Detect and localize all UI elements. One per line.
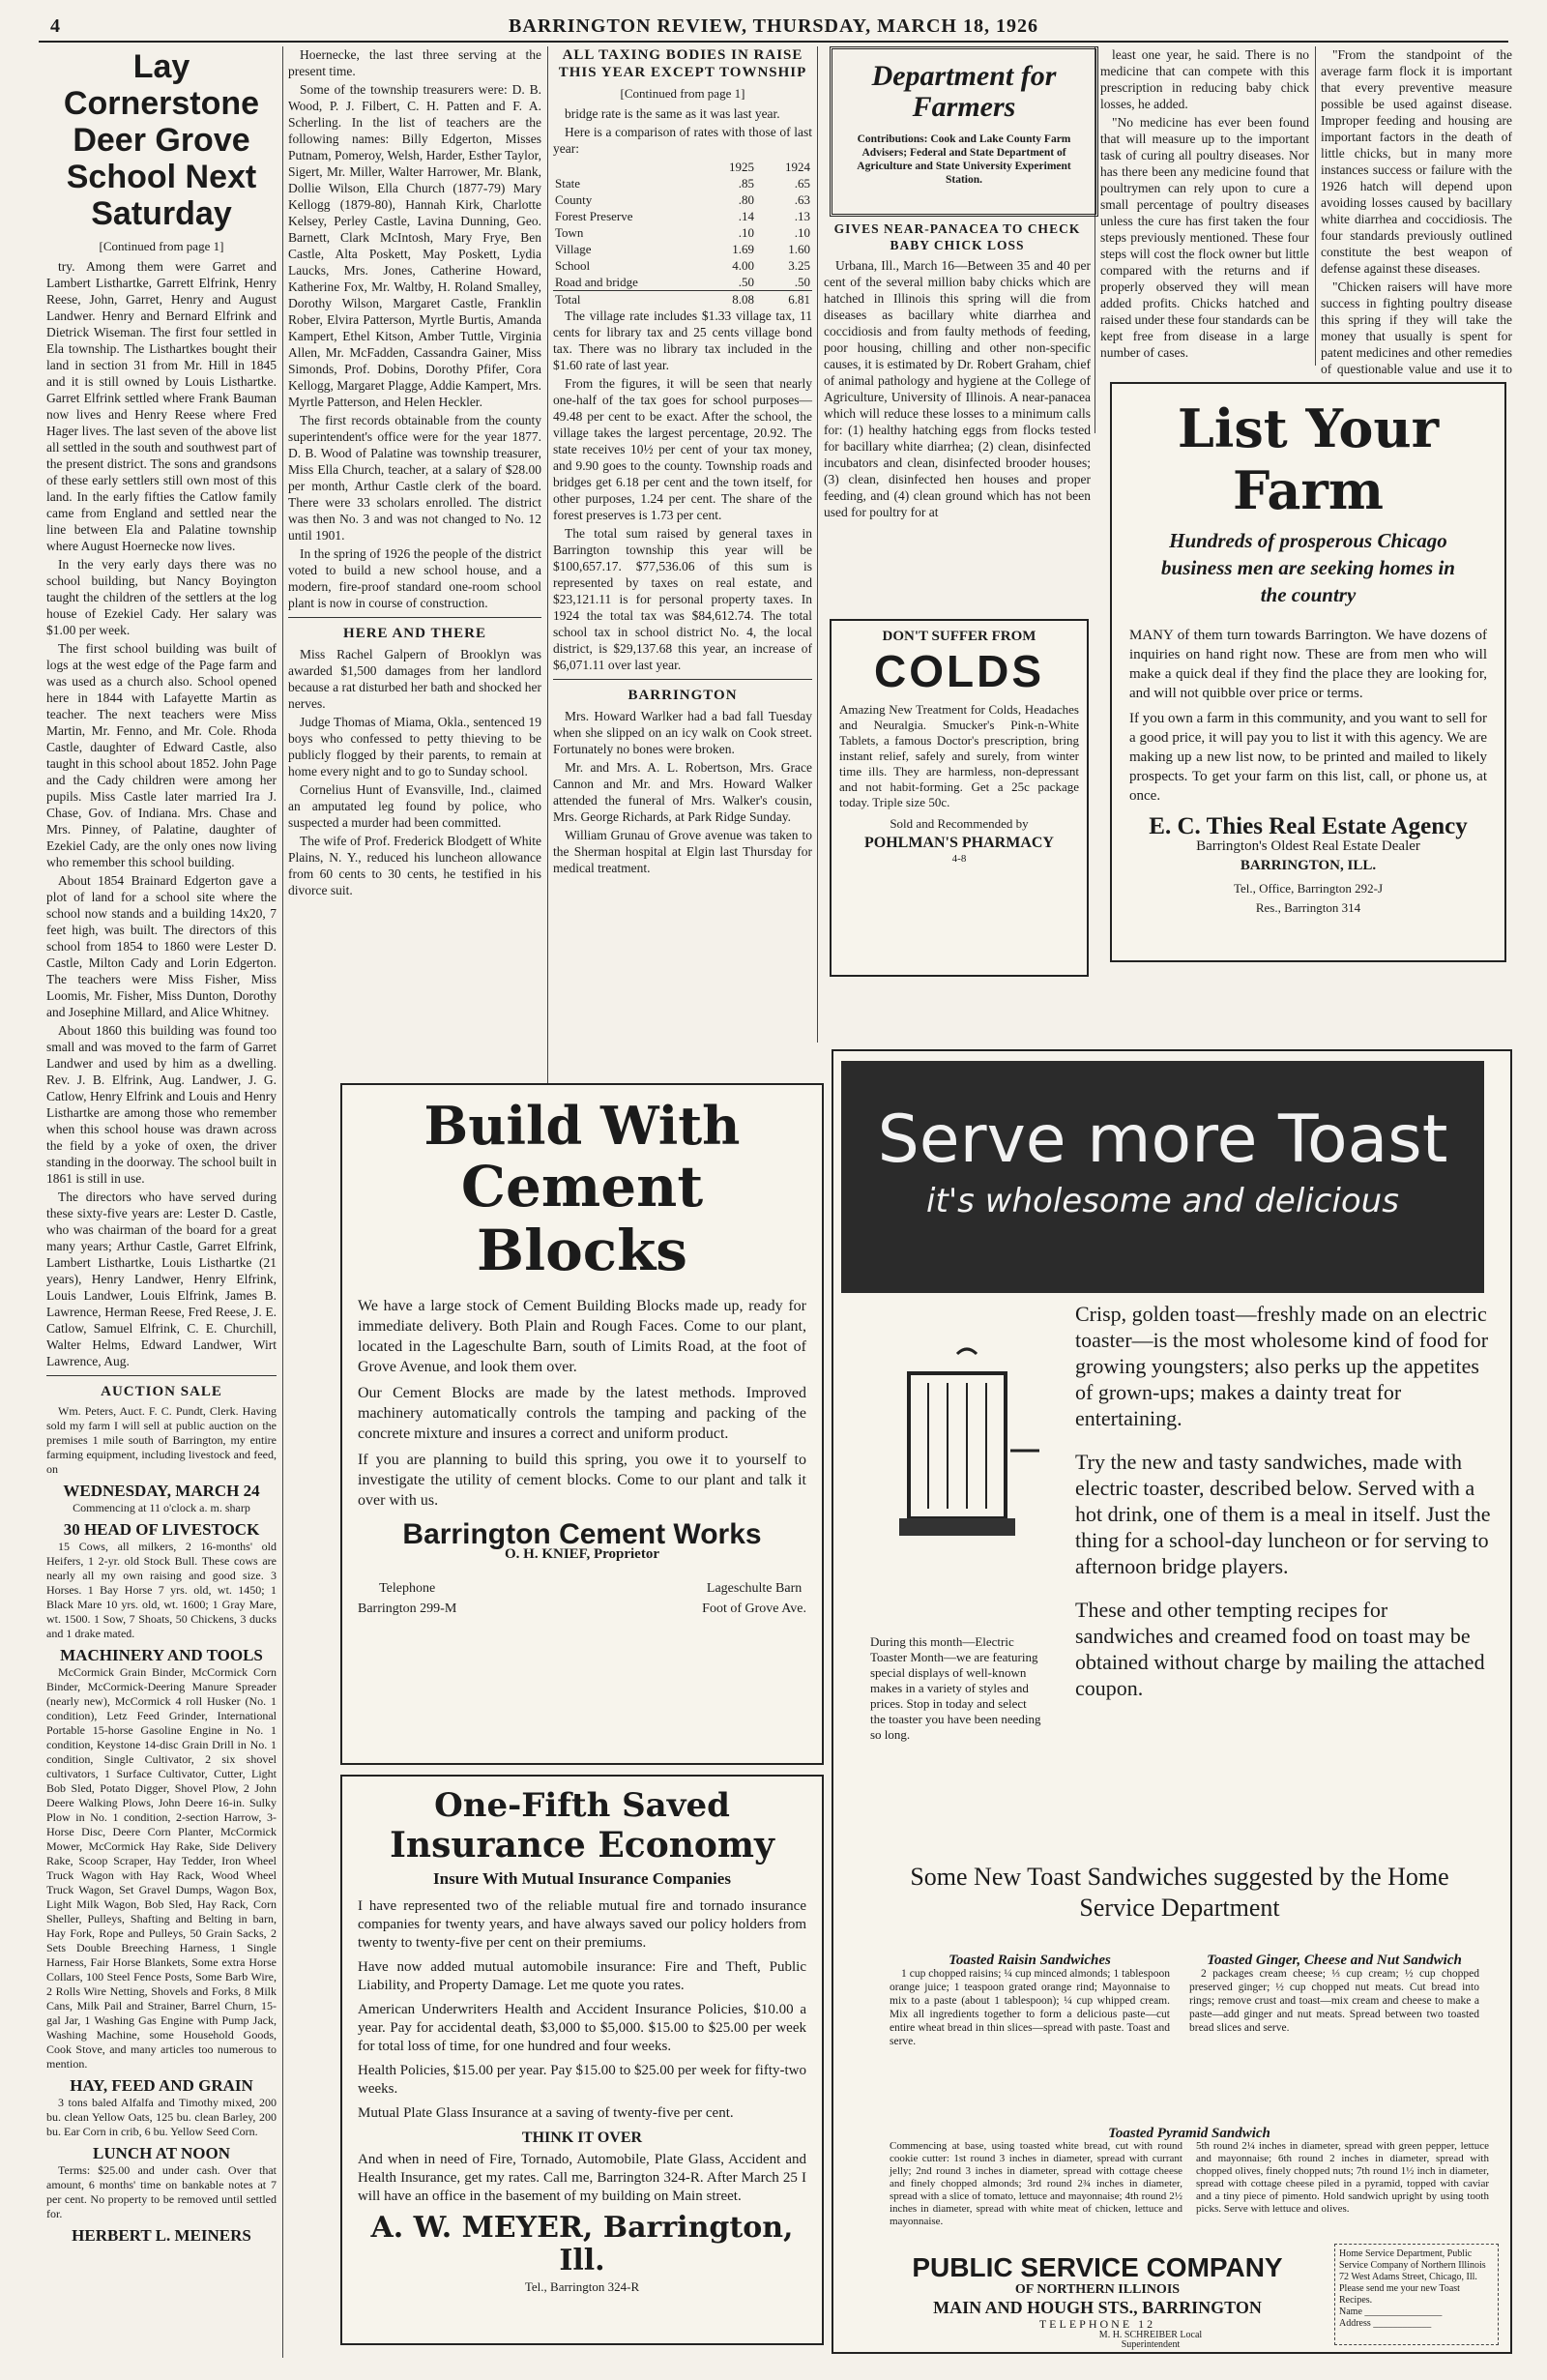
toast-paragraph: These and other tempting recipes for sandwiches and creamed food on toast may be obtained without charge by mailing the attached coupon. [1075,1598,1485,1700]
article-paragraph: Here is a comparison of rates with those of last year: [553,125,812,156]
headline-cornerstone: Lay Cornerstone Deer Grove School Next Saturday [63,48,260,232]
recipe-text: 2 packages cream cheese; ⅓ cup cream; ½ cup chopped preserved ginger; ½ cup chopped nut meats. Cut bread into rings; remove crust and toast—mix cream and cheese to make a paste—add ginger and nut meats. Spread between two toasted bread slices and serve. [1189,1968,1479,2034]
manager-title: Local Superintendent [1121,2330,1203,2350]
recipe-raisin [890,1954,1170,2128]
column-rule [817,46,818,1043]
value-1924: .63 [794,192,810,207]
coupon-address-field[interactable]: Address ____________ [1339,2318,1432,2329]
coupon-recipient: Home Service Department, Public Service Company of Northern Illinois [1339,2248,1486,2271]
table-row [553,224,812,241]
public-service-of: OF NORTHERN ILLINOIS [1014,2282,1181,2297]
value-1925: .10 [738,225,754,240]
column-4 [824,220,1091,607]
article-paragraph: About 1860 this building was found too small and was moved to the farm of Garret Landwer and used by him as a dwelling. Rev. J. B. Elfrink, Aug. Landwer, J. G. Catlow, Henry Elfrink and Louis and Henry Listhartke are among those who remember when this school house was drawn across the field by a yoke of oxen, the driver standing in the doorway. The school built in 1861 is still in use. [46,1023,277,1186]
divider [46,1375,277,1376]
article-paragraph: least one year, he said. There is no medicine that can compete with this prescription in reducing baby chick losses, he added. [1100,47,1309,111]
article-paragraph: The total sum raised by general taxes in Barrington township this year will be $100,657.17. $77,536.06 of this sum is represented by taxes on real estate, and $23,121.11 is for personal property taxes. In 1924 the total tax was $84,612.74. The total school tax in school district No. 4, the local district, is $29,137.68 this year, an increase of $6,071.11 over last year. [553,526,812,672]
toast-paragraph: Try the new and tasty sandwiches, made with electric toaster, described below. Served with a hot drink, one of them is a meal in itself. Just the thing for a school-day luncheon or for serving to afternoon bridge players. [1075,1450,1491,1578]
article-paragraph: Urbana, Ill., March 16—Between 35 and 40 per cent of the several million baby chicks which are hatched in Illinois this spring will die from diseases as bacillary white diarrhea and coccidiosis and from faulty methods of feeding, poor housing, chilling and other non-specific causes, it is estimated by Dr. Robert Graham, chief of animal pathology and hygiene at the College of Agriculture, University of Illinois. A near-panacea which will reduce these losses to a minimum calls for: (1) healthy hatching eggs from flocks tested for bacillary white diarrhea; (2) clean, disinfected incubators and clean, disinfected brooder houses; (3) clean, disinfected hen houses and proper feeding, and (4) clean ground which has not been used for poultry for at [824,258,1091,519]
insurance-paragraph: Have now added mutual automobile insurance: Fire and Theft, Public Liability, and Property Damage. Let me quote you rates. [358,1959,806,1993]
newspaper-title: BARRINGTON REVIEW, THURSDAY, MARCH 18, 1926 [509,15,1038,37]
insurance-paragraph: Mutual Plate Glass Insurance at a saving of twenty-five per cent. [358,2105,734,2121]
table-header [553,159,700,175]
continued-note: [Continued from page 1] [99,239,224,253]
divider [288,617,541,618]
cement-ad-paragraph: We have a large stock of Cement Building Blocks made up, ready for immediate delivery. Both Plain and Rough Faces. Come to our plant, located in the Lageschulte Barn, south of Limits Road, at the foot of Grove Avenue, and look them over. [358,1298,806,1375]
news-item: Cornelius Hunt of Evansville, Ind., claimed an amputated leg found by police, who suspected a murder had been committed. [288,782,541,830]
toast-banner-subtitle: it's wholesome and delicious [926,1182,1399,1220]
toast-banner [841,1061,1484,1293]
headline-taxing: ALL TAXING BODIES IN RAISE THIS YEAR EXCEPT TOWNSHIP [558,47,807,80]
article-paragraph: In the spring of 1926 the people of the district voted to build a new school house, and a modern, fire-proof standard one-room school plant is now in course of construction. [288,546,541,610]
article-paragraph: The first school building was built of logs at the west edge of the Page farm and was used as a church also. School opened here in 1844 with Lafayette Martin as teacher. The next teachers were Miss Martin, Mr. Fenno, and Mr. Cole. Rhoda Castle, daughter of Edward Castle, also taught in this school about 1852. John Page and the Cady children were among her pupils. Miss Castle later married Ira J. Chase, Gov. of Indiana. Mrs. Chase and Mrs. Pinney, of Palatine, daughter of Ezekiel Cady, are the only ones now living who remember this school building. [46,641,277,869]
article-paragraph: In the very early days there was no school building, but Nancy Boyington taught the children of the settlers at the log house of Ezekiel Cady. Her salary was $1.00 per week. [46,557,277,637]
agency-name: E. C. Thies Real Estate Agency [1149,813,1468,839]
news-item: The wife of Prof. Frederick Blodgett of White Plains, N. Y., reduced his luncheon allowance from 60 cents to 30 cents, he testified in his divorce suit. [288,834,541,897]
column-rule [282,46,283,2358]
coupon-name-label: Name [1339,2307,1362,2317]
auction-intro: Wm. Peters, Auct. F. C. Pundt, Clerk. Having sold my farm I will sell at public auction on the premises 1 mile south of Barrington, my entire farming equipment, including livestock and feed, on [46,1404,277,1476]
recipe-title: Toasted Pyramid Sandwich [1108,2126,1270,2141]
recipe-title: Toasted Ginger, Cheese and Nut Sandwich [1207,1953,1462,1968]
public-service-telephone: TELEPHONE 12 [1038,2317,1156,2331]
chick-headline: GIVES NEAR-PANACEA TO CHECK BABY CHICK LOSS [833,221,1081,252]
news-item: Mr. and Mrs. A. L. Robertson, Mrs. Grace Cannon and Mr. and Mrs. Howard Walker attended the funeral of Mrs. Walker's cousin, Mrs. George Richards, at Park Ridge Sunday. [553,760,812,824]
insurance-paragraph: Health Policies, $15.00 per year. Pay $15.00 to $25.00 per week for fifty-two weeks. [358,2063,806,2097]
page-number: 4 [50,15,60,37]
think-it-over: THINK IT OVER [521,2130,643,2146]
colds-title: COLDS [874,646,1044,696]
value-1925: .80 [738,192,754,207]
article-paragraph: From the figures, it will be seen that nearly one-half of the tax goes for school purposes—49.48 per cent to be exact. After the school, the village takes the largest percentage, 20.92. The state receives 10½ per cent of your tax money, and 9.90 goes to the county. Township roads and bridges get 6.18 per cent and the town itself, for other purposes, 1.24 per cent. The share of the forest preserves is 1.73 per cent. [553,376,812,522]
farm-ad-title: List Your Farm [1177,397,1440,521]
insurance-title: One-Fifth Saved [434,1786,730,1825]
insurance-title-2: Insurance Economy [390,1825,774,1866]
public-service-name: PUBLIC SERVICE COMPANY [912,2252,1283,2282]
table-row [553,191,812,208]
divider [553,679,812,680]
article-paragraph: try. Among them were Garret and Lambert Listhartke, Garrett Elfrink, Henry Reese, John, Garret, Henry and August Landwer. Henry and Bernard Elfrink and Dietrick Wiseman. The first four settled in Ela township. The Listhartkes bought their land in section 31 from Mr. Hill in 1845 and it is still owned by Louis Listhartke. Garret Elfrink settled where Frank Bauman now lives and Henry Reese where Fred Hager lives. The last seven of the above list all settled in the south and southwest part of the present district. The sons and grandsons of these early settlers still own most of this land. In the early fifties the Catlow family came from England and settled near the line between Ela and Palatine township where August Hoernecke now lives. [46,259,277,553]
colds-ad [830,619,1089,977]
cement-ad-title-2: Cement Blocks [460,1154,704,1283]
terms-text: Terms: $25.00 and under cash. Over that amount, 6 months' time on bankable notes at 7 per cent. No property to be removed until settled for. [46,2163,277,2220]
ad-code: 4-8 [951,853,967,865]
article-paragraph: The first records obtainable from the county superintendent's office were for the year 1877. D. B. Wood of Palatine was township treasurer, Miss Ella Church, teacher, at a salary of $28.00 per month, Arthur Castle clerk of the board. There were 33 scholars enrolled. The district was then No. 3 and was not changed to No. 12 until 1901. [288,413,541,543]
manager-name: M. H. SCHREIBER [1098,2330,1178,2340]
value-1924: .13 [794,209,810,223]
row-label: State [555,176,580,191]
value-1925: .50 [738,275,754,289]
machinery-text: McCormick Grain Binder, McCormick Corn Binder, McCormick-Deering Manure Spreader (nearly new), McCormick 4 roll Husker (No. 1 condition), Letz Feed Grinder, International Portable 15-horse Gasoline Engine in No. 1 condition, Keystone 14-disc Grain Drill in No. 1 condition, Single Cultivator, 2 six shovel cultivators, 1 Surface Cultivator, Cutter, Light Bob Sled, Potato Digger, Shovel Plow, 2 John Deere Walking Plows, John Deere 16-in. Sulky Plow in No. 1 condition, 2-section Harrow, 3-Horse Disc, Deere Corn Planter, McCormick Mower, McCormick Hay Rake, Side Delivery Rake, Scoop Scraper, Hay Tedder, Iron Wheel Truck Wagon with Hay Rack, Wood Wheel Truck Wagon, Set Gravel Dumps, Wagon Box, Light Milk Wagon, Bob Sled, Hay Rack, Corn Sheller, Pulleys, Shafting and Belting in barn, Hay Fork, Rope and Pulleys, 50 Grain Sacks, 2 Sets Double Breeching Harness, 1 Single Harness, Fair Horse Blankets, Some extra Horse Collars, 100 Steel Fence Posts, Some Barb Wire, 2 Rolls Wire Netting, Shovels and Forks, 8 Milk Cans, Milk Pail and Strainer, Barrel Churn, 15-gal Jar, 1 Washing Gas Engine with Pump Jack, Washing Machine, some Household Goods, Cook Stove, and many articles too numerous to mention. [46,1665,277,2071]
insurance-ad [340,1775,824,2345]
news-item: Mrs. Howard Warlker had a bad fall Tuesday when she slipped on an icy walk on Cook street. Fortunately no bones were broken. [553,709,812,756]
column-rule [1315,46,1316,366]
coupon-street: 72 West Adams Street, Chicago, Ill. [1339,2272,1477,2282]
news-item: William Grunau of Grove avenue was taken to the Sherman hospital at Elgin last Thursday for medical treatment. [553,828,812,875]
here-and-there-title: HERE AND THERE [343,626,486,641]
colds-text: Amazing New Treatment for Colds, Headaches and Neuralgia. Smucker's Pink-n-White Tablets, a famous Doctor's prescription, bring instant relief, safely and surely, from winter time ills. They are harmless, non-depressant and not habit-forming. Get a 25c package today. Triple size 50c. [839,702,1079,809]
row-label: Road and bridge [555,275,638,289]
table-header: 1925 [729,160,754,174]
value-1924: .50 [794,275,810,289]
value-1925: 8.08 [732,292,754,307]
continued-note: [Continued from page 1] [620,86,745,101]
masthead [39,12,1508,43]
value-1924: 1.60 [788,242,810,256]
coupon-name-field[interactable]: Name ________________ [1339,2307,1443,2317]
value-1925: .85 [738,176,754,191]
pharmacy-name: POHLMAN'S PHARMACY [864,835,1054,851]
insurance-agent: A. W. MEYER, Barrington, Ill. [370,2211,794,2277]
electric-toaster-icon [870,1335,1044,1625]
lunch-note: LUNCH AT NOON [92,2144,230,2162]
value-1925: .14 [738,209,754,223]
article-paragraph: "From the standpoint of the average farm flock it is important that every preventive measure possible be used against disease. Improper feeding and housing are important factors in the death of little chicks, but in many more instances success or failure with the 1926 hatch will depend upon avoiding losses caused by bacillary white diarrhea and coccidiosis. The four standards previously outlined constitute the best weapon of defense against these diseases. [1321,47,1512,276]
insurance-tel: Tel., Barrington 324-R [524,2279,640,2294]
recipes-heading-box [870,1862,1489,1949]
insurance-paragraph: I have represented two of the reliable mutual fire and tornado insurance companies for twenty years, and have always saved our policy holders from twenty to twenty-five per cent on their premiums. [358,1898,806,1951]
toast-caption-box [870,1634,1044,1808]
department-subtitle: Contributions: Cook and Lake County Farm Advisers; Federal and State Department of Agriculture and State University Experiment Station. [857,133,1071,186]
cement-location-2: Foot of Grove Ave. [702,1601,806,1616]
coupon-request: Please send me your new Toast Recipes. [1339,2283,1460,2306]
farm-ad-subtitle: Hundreds of prosperous Chicago business men are seeking homes in the country [1161,529,1455,606]
recipe-pyramid [890,2128,1489,2244]
livestock-text: 15 Cows, all milkers, 2 16-months' old Heifers, 1 2-yr. old Stock Bull. These cows are nearly all my own raising and good size. 3 Horses. 1 Bay Horse 7 yrs. old, wt. 1450; 1 Black Mare 10 yrs. old, wt. 1600; 1 Gray Mare, wt. 1500. 1 Sow, 7 Shoats, 50 Chickens, 3 ducks and 1 drake mated. [46,1540,277,1640]
tax-rate-table [553,159,812,308]
value-1924: .10 [794,225,810,240]
recipe-text: 1 cup chopped raisins; ¼ cup minced almonds; 1 tablespoon orange juice; 1 teaspoon grated orange rind; Mayonnaise to mix to a paste (about 1 tablespoon); ¼ cup whipped cream. Mix all ingredients together to form a delicious paste—cut entire wheat bread in thin slices—spread with paste. Toast and serve. [890,1968,1170,2047]
recipe-ginger [1189,1954,1479,2128]
insurance-paragraph: American Underwriters Health and Accident Insurance Policies, $10.00 a year. Pay for accidental death, $3,000 to $5,000. $15.00 to $25.00 per week for total loss of time, for one hundred and four weeks. [358,2002,806,2054]
cement-proprietor: O. H. KNIEF, Proprietor [505,1546,659,1562]
column-3 [553,46,812,1120]
agency-phone-res: Res., Barrington 314 [1255,900,1361,915]
recipes-title: Some New Toast Sandwiches suggested by the Home Service Department [910,1863,1449,1922]
livestock-title: 30 HEAD OF LIVESTOCK [63,1520,260,1539]
article-paragraph: bridge rate is the same as it was last year. [565,106,780,121]
toast-banner-title: Serve more Toast [877,1102,1448,1178]
article-paragraph: About 1854 Brainard Edgerton gave a plot of land for a school site where the school now stands and a building 14x20, 7 feet high, was built. The directors of this school from 1854 to 1860 were Lester D. Castle, Milton Cady and Lorin Edgerton. The teachers were Miss Fisher, Miss Loomis, Mr. Fisher, Miss Dunton, Dorothy and Josephine Millard, and Alice Whitney. [46,873,277,1019]
cement-ad-paragraph: Our Cement Blocks are made by the latest methods. Improved machinery automatically controls the tamping and packing of the concrete mixture and insures a correct and uniform product. [358,1385,806,1442]
barrington-title: BARRINGTON [628,688,738,703]
recipe-coupon[interactable] [1334,2244,1499,2345]
colds-sold: Sold and Recommended by [890,816,1029,831]
list-your-farm-ad [1110,382,1506,962]
agency-tagline: Barrington's Oldest Real Estate Dealer [1196,838,1420,854]
insurance-closing: And when in need of Fire, Tornado, Automobile, Plate Glass, Accident and Health Insurance, get my rates. Call me, Barrington 324-R. After March 25 I will have an office in the basement of my building on Main street. [358,2152,806,2204]
article-paragraph: "No medicine has ever been found that will measure up to the important task of curing all poultry diseases. Nor has there been any medicine found that poultrymen can rely upon to cure a small percentage of poultry diseases unless the cure has first taken the four steps previously mentioned. These four steps will cost the flock owner but little compared with the returns and if properly observed they will mean added profits. Chicks hatched and raised under these four standards can be kept free from disease in a large number of cases. [1100,115,1309,360]
agency-city: BARRINGTON, ILL. [1240,858,1377,873]
department-for-farmers-box [830,46,1098,217]
column-2 [288,46,541,1159]
colds-heading: DON'T SUFFER FROM [882,629,1036,644]
value-1924: .65 [794,176,810,191]
table-total-row [553,291,812,309]
coupon-address-label: Address [1339,2318,1371,2329]
table-row [553,175,812,191]
recipe-pyramid-body [890,2140,1489,2230]
cement-location-1: Lageschulte Barn [706,1581,803,1596]
cement-blocks-ad [340,1083,824,1765]
column-5 [1100,46,1309,366]
table-row [553,274,812,291]
value-1925: 1.69 [732,242,754,256]
hay-title: HAY, FEED AND GRAIN [70,2076,253,2095]
article-paragraph: Some of the township treasurers were: D. B. Wood, P. J. Filbert, C. H. Patten and F. A. Scherling. In the list of teachers are the following names: Billy Edgerton, Misses Putnam, Pomeroy, Welsh, Harder, Esther Taylor, Sigert, Mr. Miller, Walter Harrower, Mr. Blank, Dollie Wilson, Ella Church (1877-79) Mary Kellogg (1879-80), Hannah Kirk, Charlotte Kelsey, Perley Castle, Lavina Dunning, Geo. Barnett, Clark McIntosh, Mary Frye, Ben Castle, Alta Poskett, May Poskett, Lydia Laucks, Mrs. Jones, Catherine Howard, Katherine Fox, Mr. Waltby, H. Roland Smalley, Dorothy Wilson, Margaret Castle, Franklin Rober, Elvira Patterson, Myrtle Burtis, Amanda Kampert, Ethel Kitson, Amber Tuttle, Virginia Allen, Mr. McFadden, Cassandra Gainer, Miss Simonds, Prof. Dobins, Dorothy Pfifer, Cora Kellogg, Margaret Plagge, Addie Kampert, Mrs. Myrtle Patterson, and Helen Heckler. [288,82,541,409]
machinery-title: MACHINERY AND TOOLS [60,1646,263,1664]
auction-date: WEDNESDAY, MARCH 24 [63,1482,260,1500]
cement-location-block [702,1578,806,1619]
value-1925: 4.00 [732,258,754,273]
cement-tel: Barrington 299-M [358,1601,457,1616]
table-row [553,208,812,224]
row-label: County [555,192,593,207]
article-paragraph: "Chicken raisers will have more success in fighting poultry disease this spring if they will take the money that usually is spent for patent medicines and other remedies of questionable value and use it to [1321,279,1512,376]
row-label: Village [555,242,592,256]
article-paragraph: The village rate includes $1.33 village tax, 11 cents for library tax and 25 cents village bond tax. There was no library tax included in the $1.60 rate of last year. [553,309,812,372]
article-paragraph: Hoernecke, the last three serving at the present time. [288,47,541,78]
cement-company: Barrington Cement Works [402,1518,762,1550]
auction-title: AUCTION SALE [101,1384,222,1399]
row-label: Town [555,225,584,240]
row-label: School [555,258,591,273]
cement-phone-block [358,1578,456,1619]
value-1924: 6.81 [788,292,810,307]
recipe-title: Toasted Raisin Sandwiches [949,1953,1111,1968]
row-label: Forest Preserve [555,209,633,223]
public-service-address: MAIN AND HOUGH STS., BARRINGTON [933,2298,1262,2317]
table-header-row [553,159,812,175]
hay-text: 3 tons baled Alfalfa and Timothy mixed, 200 bu. clean Yellow Oats, 125 bu. clean Barley, 200 bu. Ear Corn in crib, 6 bu. Yellow Seed Corn. [46,2096,277,2138]
row-label: Total [555,292,581,307]
insurance-subtitle: Insure With Mutual Insurance Companies [433,1869,731,1888]
table-row [553,241,812,257]
recipe-text: Commencing at base, using toasted white bread, cut with round cookie cutter: 1st round 3 inches in diameter, spread with currant jelly; 2nd round 3 inches in diameter, spread with cottage cheese and finely chopped almonds; 3rd round 2¾ inches in diameter, spread with a slice of tomato, lettuce and mayonnaise; 4th round 2½ inches in diameter, spread with white meat of chicken, lettuce and mayonnaise. [890,2140,1182,2227]
column-1 [46,46,277,2367]
news-item: Miss Rachel Galpern of Brooklyn was awarded $1,500 damages from her landlord because a rat disturbed her bath and shocked her nerves. [288,647,541,711]
department-title: Department for Farmers [871,60,1057,123]
article-paragraph: The directors who have served during these sixty-five years are: Lester D. Castle, who was chairman of the board for a great many years; Arthur Castle, Garret Elfrink, Lambert Listhartke, Louis Listhartke (21 years), Henry Landwer, Henry Elfrink, Louis Landwer, Louis Elfrink, James B. Lawrence, Herman Reese, Fred Reese, J. E. Catlow, Samuel Elfrink, C. E. Churchill, Walter Helms, Edward Landwer, Wirt Lawrence, Aug. [46,1190,277,1368]
table-header: 1924 [785,160,810,174]
toaster-caption: During this month—Electric Toaster Month—we are featuring special displays of well-known makes in a variety of styles and prices. Stop in today and select the toaster you have been needing so long. [870,1634,1041,1742]
public-service-manager [1073,2331,1228,2348]
recipe-text: 5th round 2¼ inches in diameter, spread with green pepper, lettuce and mayonnaise; 6th round 2 inches in diameter, spread with chopped olives, finely chopped nuts; 7th round 1½ inch in diameter, spread with cottage cheese piled in a pyramid, topped with caviar and a tiny piece of pimento. Hold sandwich upright by using tooth picks. Serve with lettuce and olives. [1196,2140,1489,2215]
agency-phone-office: Tel., Office, Barrington 292-J [1233,881,1384,896]
column-6 [1321,46,1512,376]
cement-ad-paragraph: If you are planning to build this spring, you owe it to yourself to investigate the utility of cement blocks. Come to our plant and talk it over with us. [358,1452,806,1509]
table-row [553,257,812,274]
cement-ad-title: Build With [423,1095,741,1157]
farm-ad-paragraph: If you own a farm in this community, and you want to sell for a good price, it will pay you to list it with this agency. We are making up a new list now, to be printed and mailed to likely prospects. To get your farm on this list, call, or phone us, at once. [1129,711,1487,804]
farm-ad-paragraph: MANY of them turn towards Barrington. We have dozens of inquiries on hand right now. These are from men who will make a quick deal if they find the place they are looking for, and will not quibble over price or terms. [1129,628,1487,701]
toast-copy [1075,1301,1491,1852]
auction-time: Commencing at 11 o'clock a. m. sharp [73,1501,250,1514]
cement-contact [358,1578,806,1619]
auction-signature: HERBERT L. MEINERS [72,2226,251,2245]
cement-tel-label: Telephone [379,1581,436,1596]
news-item: Judge Thomas of Miama, Okla., sentenced 19 boys who confessed to petty thieving to be publicly flogged by their parents, to remain at home every night and to go to Sunday school. [288,715,541,779]
column-rule [547,46,548,1207]
toast-paragraph: Crisp, golden toast—freshly made on an electric toaster—is the most wholesome kind of food for growing youngsters; also perks up the appetites of grown-ups; makes a dainty treat for entertaining. [1075,1302,1489,1430]
value-1924: 3.25 [788,258,810,273]
